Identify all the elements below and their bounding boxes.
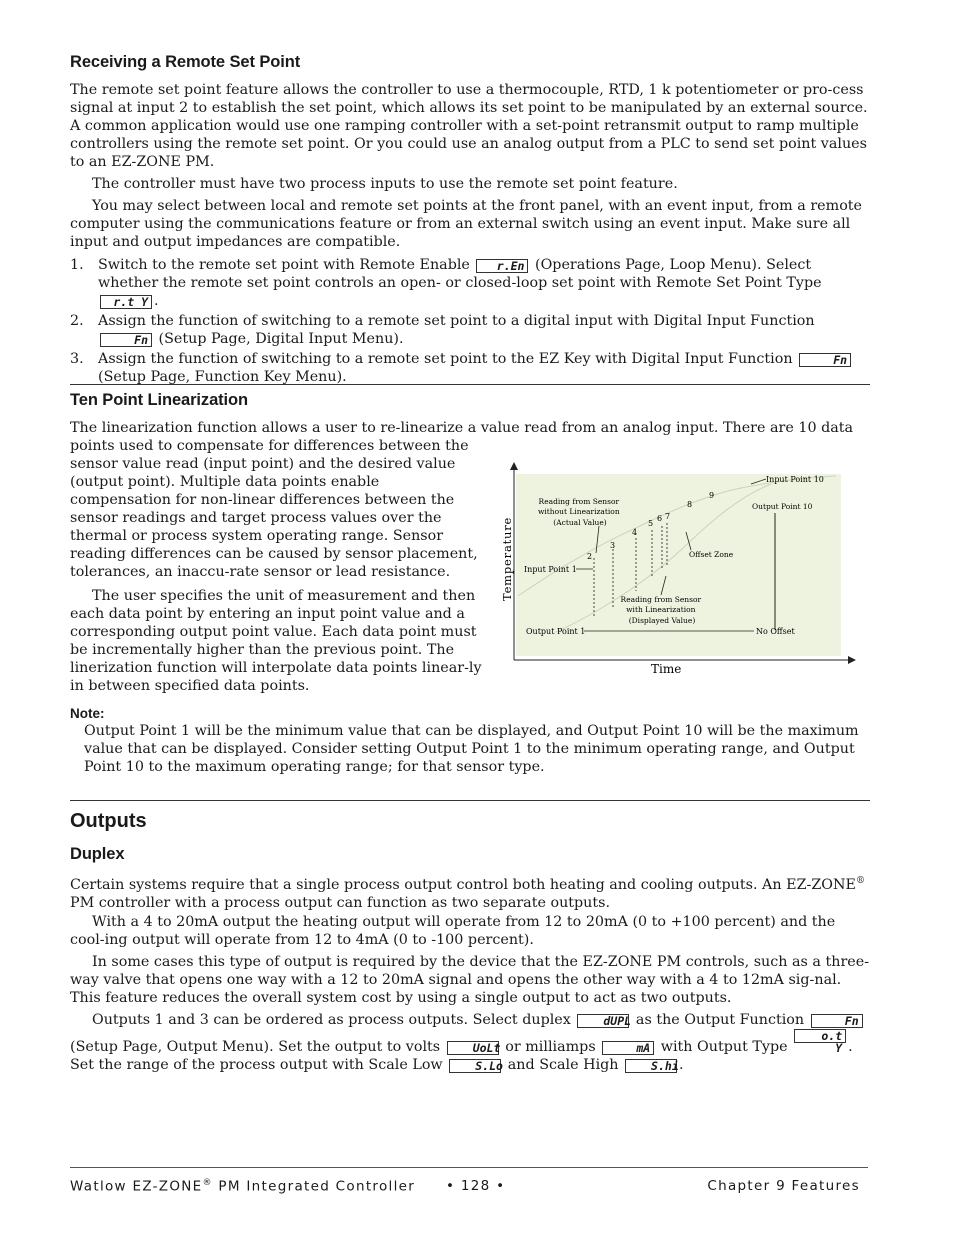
display-code: S.Lo xyxy=(449,1059,501,1073)
text: . xyxy=(679,1057,684,1073)
list-text: (Setup Page, Digital Input Menu). xyxy=(158,331,404,347)
list-text: Assign the function of switching to a remote set point to a digital input with Digital Input Function xyxy=(98,313,815,329)
paragraph: You may select between local and remote set points at the front panel, with an event input, from a remote computer using the communications feature or from an external switch using an event input. Make sure all input and output impedances are compatible. xyxy=(70,198,863,250)
paragraph: The remote set point feature allows the controller to use a thermocouple, RTD, 1 k potentiometer or pro-cess signal at input 2 to establish the set point, which allows its set point to be manipulated by an external source. A common application would use one ramping controller with a set-point retransmit output to ramp multiple controllers using the remote set point. Or you could use an analog output from a PLC to send set point values to an EZ-ZONE PM. xyxy=(70,82,868,170)
divider xyxy=(70,800,870,801)
text: Certain systems require that a single process output control both heating and cooling outputs. An EZ-ZONE xyxy=(70,876,856,893)
point-label-7: 7 xyxy=(665,512,671,521)
text: Outputs 1 and 3 can be ordered as process outputs. Select duplex xyxy=(92,1012,571,1028)
point-label-4: 4 xyxy=(632,528,638,537)
footer-text: Watlow EZ-ZONE xyxy=(70,1178,203,1195)
note-label: Note: xyxy=(70,706,105,721)
paragraph: With a 4 to 20mA output the heating output will operate from 12 to 20mA (0 to +100 percent) and the cool-ing output will operate from 12 to 4mA (0 to -100 percent). xyxy=(70,914,836,948)
list-number: 3. xyxy=(70,351,84,367)
footer-chapter: Chapter 9 Features xyxy=(707,1178,860,1194)
paragraph: The linearization function allows a user to re-linearize a value read from an analog input. There are 10 data xyxy=(70,420,854,436)
paragraph: In some cases this type of output is required by the device that the EZ-ZONE PM controls, such as a three-way valve that opens one way with a 12 to 20mA signal and opens the other way with a 4 to 12mA sig-nal. This feature reduces the overall system cost by using a single output to act as two outputs. xyxy=(70,954,870,1006)
section-heading-remote-set-point: Receiving a Remote Set Point xyxy=(70,53,301,71)
display-code: UoLt xyxy=(447,1041,499,1055)
text: or milliamps xyxy=(505,1039,596,1055)
steps-list xyxy=(70,256,870,388)
y-axis-label: Temperature xyxy=(500,516,514,601)
text: Set the range of the process output with Scale Low xyxy=(70,1057,443,1073)
text: as the Output Function xyxy=(635,1012,805,1028)
footer-product xyxy=(70,1178,415,1195)
text: . xyxy=(848,1039,853,1055)
paragraph xyxy=(70,872,870,912)
label-offset-zone: Offset Zone xyxy=(689,550,734,559)
linearization-diagram xyxy=(496,458,860,682)
display-code: o.t Y xyxy=(794,1029,846,1043)
text: (Setup Page, Output Menu). Set the output to volts xyxy=(70,1039,441,1055)
divider xyxy=(70,384,870,385)
label-output-point-1: Output Point 1 xyxy=(526,627,586,636)
subsection-heading-duplex: Duplex xyxy=(70,845,125,863)
paragraph: points used to compensate for differences between the sensor value read (input point) and the desired value (output point). Multiple data points enable compensation for non-linear differences between the sensor readings and target process values over the thermal or process system operating range. Sensor reading differences can be caused by sensor placement, tolerances, an inaccu-rate sensor or lead resistance. xyxy=(70,438,478,580)
list-item xyxy=(70,350,870,386)
text: PM controller with a process output can function as two separate outputs. xyxy=(70,894,611,911)
display-code: r.En xyxy=(476,259,528,273)
point-label-5: 5 xyxy=(648,519,654,528)
display-code: S.hi xyxy=(625,1059,677,1073)
display-code: dUPL xyxy=(577,1014,629,1028)
paragraph: The controller must have two process inputs to use the remote set point feature. xyxy=(92,176,678,192)
paragraph: The user specifies the unit of measurement and then each data point by entering an input point value and a corresponding output point value. Each data point must be incrementally higher than the previous point. The linerization function will interpolate data points linear-ly in between specified data points. xyxy=(70,588,482,694)
list-text: Assign the function of switching to a remote set point to the EZ Key with Digital Input Function xyxy=(98,351,793,367)
label-output-point-10: Output Point 10 xyxy=(752,502,813,511)
point-label-2: 2 xyxy=(587,552,593,561)
display-code: Fn xyxy=(100,333,152,347)
list-item xyxy=(70,256,870,310)
display-code: r.t Y xyxy=(100,295,152,309)
point-label-8: 8 xyxy=(687,500,693,509)
list-text: Switch to the remote set point with Remote Enable xyxy=(98,257,470,273)
section-heading-outputs: Outputs xyxy=(70,810,147,832)
list-number: 2. xyxy=(70,313,84,329)
label-no-offset: No Offset xyxy=(756,627,795,636)
list-text: (Operations Page, Loop Menu). Select whether the remote set point controls an open- or closed-loop set point with Remote Set Point Type xyxy=(98,257,822,291)
list-item xyxy=(70,312,870,348)
text: and Scale High xyxy=(507,1057,619,1073)
label-input-point-10: Input Point 10 xyxy=(766,475,824,484)
section-heading-linearization: Ten Point Linearization xyxy=(70,391,248,409)
list-text: . xyxy=(154,293,159,309)
point-label-9: 9 xyxy=(709,491,715,500)
note-text: Output Point 1 will be the minimum value that can be displayed, and Output Point 10 will be the maximum value that can be displayed. Consider setting Output Point 1 to the minimum operating range, and Output Point 10 to the maximum operating range; for that sensor type. xyxy=(84,723,859,775)
registered-mark: ® xyxy=(202,1178,213,1188)
label-reading-without: Reading from Sensor without Linearization (Actual Value) xyxy=(537,497,620,527)
display-code: mA xyxy=(602,1041,654,1055)
list-text: (Setup Page, Function Key Menu). xyxy=(98,369,347,385)
display-code: Fn xyxy=(811,1014,863,1028)
footer-text: PM Integrated Controller xyxy=(212,1178,416,1195)
registered-mark: ® xyxy=(855,876,865,886)
page-footer xyxy=(70,1167,868,1195)
text: with Output Type xyxy=(660,1039,788,1055)
page-number: • 128 • xyxy=(446,1178,506,1194)
point-label-6: 6 xyxy=(657,514,663,523)
paragraph xyxy=(70,1011,870,1074)
label-reading-with: Reading from Sensor with Linearization (Displayed Value) xyxy=(620,595,702,625)
x-axis-label: Time xyxy=(651,662,682,676)
label-input-point-1: Input Point 1 xyxy=(524,565,577,574)
point-label-3: 3 xyxy=(610,541,616,550)
list-number: 1. xyxy=(70,257,84,273)
display-code: Fn xyxy=(799,353,851,367)
